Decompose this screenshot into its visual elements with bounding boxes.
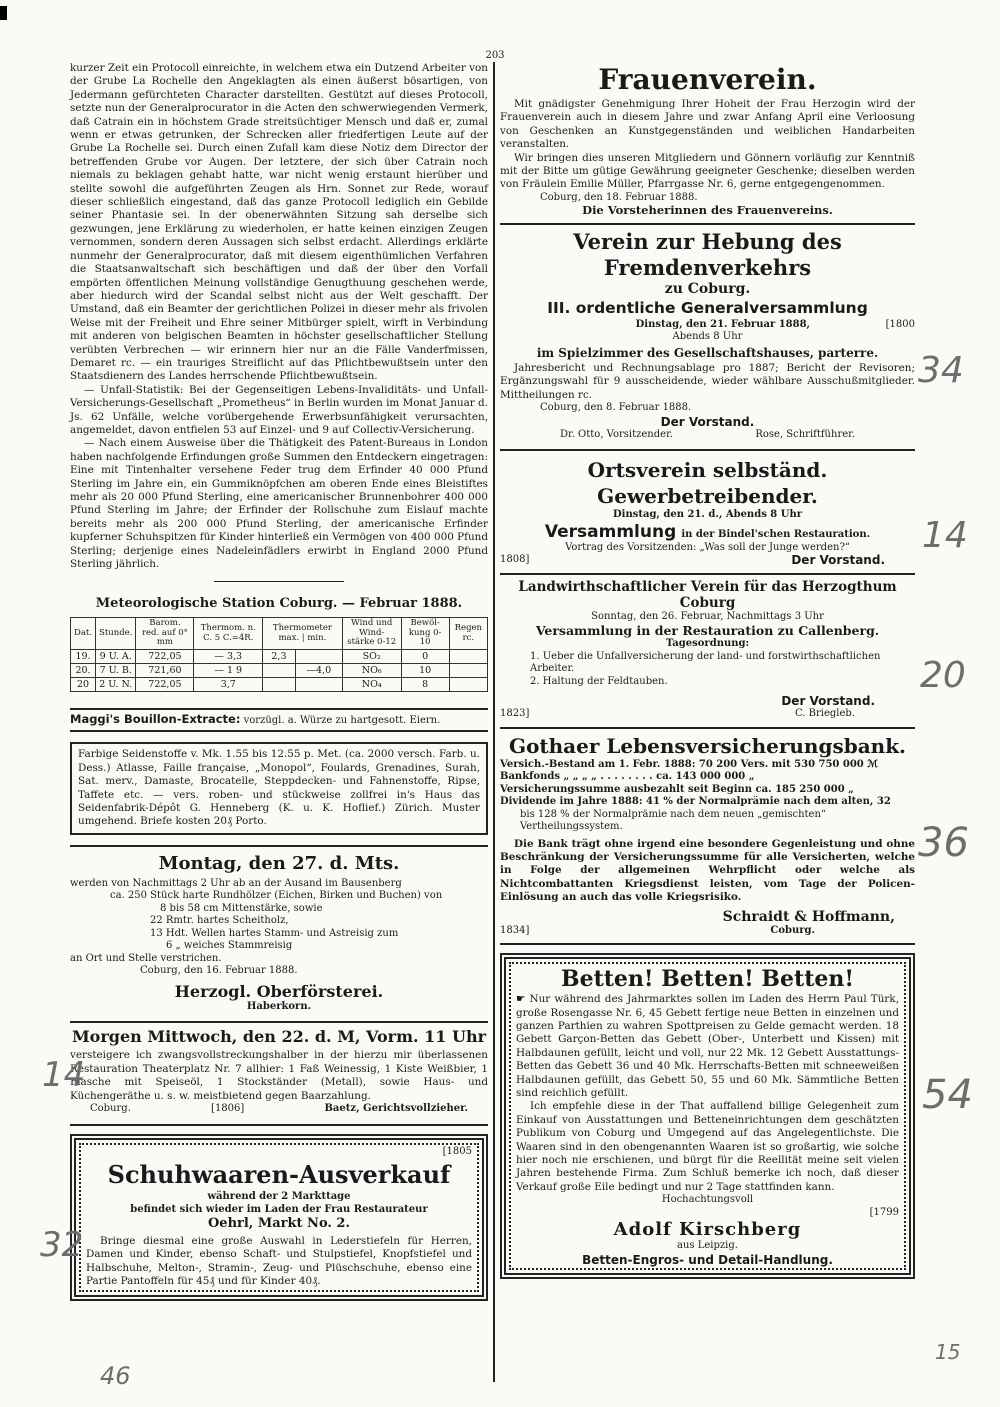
- separator: [500, 449, 915, 451]
- right-column: [500, 62, 915, 1279]
- verkehr-heading: III. ordentliche Generalversammlung: [547, 298, 868, 317]
- gewerbe-heading: Versammlung: [544, 521, 677, 542]
- holz-line: 22 Rmtr. hartes Scheitholz,: [150, 915, 289, 927]
- holz-line: 6 „ weiches Stammreisig: [166, 940, 293, 952]
- landwirt-agenda-title: Tagesordnung:: [665, 638, 750, 650]
- holz-line: an Ort und Stelle verstrichen.: [70, 952, 222, 964]
- separator: [70, 708, 488, 710]
- column-divider: [493, 62, 495, 1382]
- betten-regards: Hochachtungsvoll: [661, 1194, 754, 1206]
- gewerbe-date: Dinstag, den 21. d., Abends 8 Uhr: [612, 509, 803, 521]
- cell: 20: [71, 677, 96, 691]
- separator: [70, 730, 488, 732]
- paragraph: — Nach einem Ausweise über die Thätigkeit des Patent-Bureaus in London haben nachfolgende Erfindungen große Summen den Entdeckern eingetragen: Eine mit Tintenhalter versehene Feder trug dem Erfinder 40 000 Pfund Sterling im Jahre ein, ein Gummiknöpfchen am oberen Ende eines Bleistiftes mehr als 20 000 Pfund Sterling, eine americanischer Brunnenbohrer 400 000 Pfund Sterling im Jahre; der Erfinder der Rollschuhe zum Eislauf machte bereits mehr als 200 000 Pfund Sterling, der americanische Erfinder kupferner Schuhspitzen für Kinder hinterließ ein Vermögen von 400 000 Pfund Sterling; derjenige eines Nadeleinfädlers erwirbt in England 2000 Pfund Sterling jährlich.: [70, 437, 488, 571]
- cell: NO₆: [342, 663, 401, 677]
- cell: —4,0: [295, 663, 342, 677]
- silk-text: Farbige Seidenstoffe v. Mk. 1.55 bis 12.55 p. Met. (ca. 2000 versch. Farb. u. Dess.) Atlasse, Faille française, „Monopol“, Foulards, Grenadines, Surah, Sat. merv., Damaste, Brocatelle, Steppdecken- und Fahnenstoffe, Ripse, Taffete etc. — vers. roben- und stückweise zollfrei in's Haus das Seidenfabrik-Dépôt G. Henneberg (K. u. K. Hoflief.) Zürich. Muster umgehend. Briefe kosten 20₰ Porto.: [78, 748, 480, 828]
- gotha-line: Versicherungssumme ausbezahlt seit Beginn ca. 185 250 000 „: [500, 783, 854, 795]
- holz-place: Haberkorn.: [246, 1000, 312, 1012]
- weather-table: [70, 617, 488, 692]
- holz-line: 13 Hdt. Wellen hartes Stamm- und Astreisig zum: [150, 927, 399, 939]
- auction-city: Coburg.: [90, 1103, 131, 1114]
- landwirt-title: Landwirthschaftlicher Verein für das Herzogthum Coburg: [518, 578, 897, 611]
- auction-signature: Baetz, Gerichtsvollzieher.: [324, 1103, 468, 1114]
- betten-ad: [500, 953, 915, 1279]
- col-header: Thermometer max. | min.: [263, 618, 343, 650]
- article-text: [70, 62, 488, 571]
- cell: NO₄: [342, 677, 401, 691]
- holz-line: 8 bis 58 cm Mittenstärke, sowie: [160, 902, 323, 914]
- verkehr-date: Dinstag, den 21. Februar 1888,: [635, 318, 811, 330]
- gotha-note: Die Bank trägt ohne irgend eine besondere Gegenleistung und ohne Beschränkung der Versicherungssumme für alle Versicherten, welche in Folge der allgemeinen Wehrpflicht oder welche als Nichtcombattanten Kriegsdienst leisten, vom Tage der Policen-Einlösung an auch das volle Kriegsrisiko.: [500, 837, 915, 904]
- verkehr-signers: [500, 429, 915, 442]
- landwirt-number: 1823]: [500, 708, 530, 720]
- landwirt-ad: [500, 579, 915, 721]
- cell: 3,7: [194, 677, 263, 691]
- cell: 2,3: [263, 649, 296, 663]
- auction-number: [1806]: [211, 1103, 245, 1114]
- holz-line: ca. 250 Stück harte Rundhölzer (Eichen, Birken und Buchen) von: [110, 890, 443, 902]
- table-row: [71, 663, 488, 677]
- betten-text-body: Nur während des Jahrmarktes sollen im Laden des Herrn Paul Türk, große Rosengasse Nr. 6, 45 Gebett fertige neue Betten in einzelnen und ganzen Parthien zu wahren Spottpreisen zu Gelde gemacht werden. 18 Gebett Garçon-Betten das Gebett (Ober-, Unterbett und Kissen) mit Halbdaunen gefüllt, leicht und voll, nur 22 Mk. 12 Gebett Ausstattungs-Betten das Gebett 36 und 40 Mk. Herrschafts-Betten mit schneeweißen Halbdaunen gefüllt, das Gebett 50, 55 und 60 Mk. Sämmtliche Betten sind reichlich gefüllt.: [516, 993, 899, 1099]
- auction-title: Morgen Mittwoch, den 22. d. M, Vorm. 11 Uhr: [71, 1027, 487, 1047]
- separator: [70, 1021, 488, 1023]
- gotha-line: Versich.-Bestand am 1. Febr. 1888: 70 200 Vers. mit 530 750 000 ℳ: [500, 758, 878, 770]
- page-number: 203: [485, 50, 505, 61]
- landwirt-heading: Versammlung in der Restauration zu Callenberg.: [535, 623, 880, 639]
- verkehr-agenda: Jahresbericht und Rechnungsablage pro 1887; Bericht der Revisoren; Ergänzungswahl für 9 ausscheidende, wieder wählbare Ausschußmitglieder. Mittheilungen rc.: [500, 361, 915, 401]
- col-header: Dat.: [71, 618, 96, 650]
- gotha-line: Bankfonds „ „ „ „ . . . . . . . . ca. 143 000 000 „: [500, 771, 755, 783]
- cell: — 1 9: [194, 663, 263, 677]
- cell: 721,60: [136, 663, 194, 677]
- handwritten-number: 20: [920, 655, 966, 696]
- betten-city: aus Leipzig.: [677, 1240, 738, 1252]
- verkehr-time: Abends 8 Uhr: [672, 331, 743, 343]
- paragraph: kurzer Zeit ein Protocoll einreichte, in welchem etwa ein Dutzend Arbeiter von der Grube La Rochelle den Angeklagten als einen äußerst bösartigen, von Jedermann gefürchteten Character darstellten. Gestützt auf dieses Protocoll, setzte nun der Generalprocurator in die Acten den schwerwiegenden Vermerk, daß Catrain ein in höchstem Grade streitsüchtiger Mensch und daß er, zumal wenn er etwas getrunken, der Schrecken aller friedfertigen Leute auf der Grube La Rochelle sei. Durch einen Zufall kam diese Notiz dem Director der betreffenden Grube vor Augen. Der letztere, der sich über Catrain noch niemals zu beklagen gehabt hatte, war nicht wenig erstaunt hierüber und stellte sowohl die aufgeführten Zeugen als Hrn. Sonnet zur Rede, worauf dieser schließlich eingestand, daß das ganze Protocoll lediglich ein Gebilde seiner Phantasie sei. In der obenerwähnten Sitzung sah derselbe sich gezwungen, jene Erklärung zu wiederholen, er hatte keinen einzigen Zeugen vernommen, sondern deren Aussagen sich selbst erdacht. Allerdings erklärte nunmehr der Generalprocurator, daß mit diesem eigenthümlichen Verfahren die Staatsanwaltschaft sich beschäftigen und daß der über den Vorfall empörten öffentlichen Meinung vollständige Genugthuung geschehen werde, aber hiedurch wird der Scandal selbst nicht aus der Welt geschafft. Der Umstand, daß ein Beamter der gerichtlichen Polizei in dieser mehr als frivolen Weise mit der Freiheit und Ehre seiner Mitbürger spielt, wirft in Verbindung mit anderen von belgischen Beamten in höchster gesellschaftlicher Stellung verübten Verbrechen — wir erinnern hier nur an die Fälle Vanderfmissen, Demaret rc. — ein trauriges Streiflicht auf das Pflichtbewußtsein unter den Staatsdienern des Landes herrschende Pflichtbewußtsein.: [70, 62, 488, 383]
- separator: [500, 223, 915, 225]
- col-header: Stunde.: [96, 618, 136, 650]
- verkehr-number: [1800: [885, 318, 915, 330]
- shoes-sub: während der 2 Markttage: [207, 1191, 351, 1202]
- cell: [449, 649, 487, 663]
- auction-text: versteigere ich zwangsvollstreckungshalber in der hierzu mir überlassenen Restauration Theaterplatz Nr. 7 allhier: 1 Faß Weinessig, 1 Kiste Weißbier, 1 Flasche mit Speiseöl, 1 Stockständer (Metall), sowie Haus- und Küchengeräthe u. s. w. meistbietend gegen Baarzahlung.: [70, 1049, 488, 1102]
- betten-text: [516, 993, 899, 1100]
- betten-title: Betten! Betten! Betten!: [560, 966, 854, 993]
- gewerbe-talk: Vortrag des Vorsitzenden: „Was soll der Junge werden?“: [565, 541, 850, 553]
- cell: 20.: [71, 663, 96, 677]
- holz-line: werden von Nachmittags 2 Uhr ab an der Ausand im Bausenberg: [70, 877, 402, 889]
- table-row: [71, 649, 488, 663]
- separator: [500, 727, 915, 729]
- landwirt-board: Der Vorstand.: [781, 694, 875, 709]
- cell: SO₂: [342, 649, 401, 663]
- verkehr-ad: [500, 229, 915, 441]
- betten-name: Adolf Kirschberg: [613, 1219, 802, 1241]
- landwirt-name: C. Briegleb.: [795, 708, 855, 720]
- pointing-hand-icon: ☛: [516, 993, 530, 1006]
- landwirt-date: Sonntag, den 26. Februar, Nachmittags 3 Uhr: [591, 610, 824, 622]
- gotha-title: Gothaer Lebensversicherungsbank.: [508, 733, 907, 758]
- verkehr-title: Verein zur Hebung des Fremdenverkehrs: [573, 228, 842, 280]
- verkehr-chair: Dr. Otto, Vorsitzender.: [560, 428, 673, 440]
- handwritten-number: 15: [935, 1340, 961, 1364]
- auction-ad: [70, 1027, 488, 1115]
- cell: [295, 677, 342, 691]
- cell: [449, 663, 487, 677]
- gewerbe-number: 1808]: [500, 554, 530, 566]
- shoes-ad: [70, 1134, 488, 1301]
- handwritten-number: 46: [100, 1362, 131, 1390]
- gotha-city: Coburg.: [770, 924, 815, 936]
- cell: 0: [401, 649, 449, 663]
- handwritten-number: 36: [918, 820, 969, 866]
- frauen-text: Mit gnädigster Genehmigung Ihrer Hoheit der Frau Herzogin wird der Frauenverein auch in diesem Jahre und zwar Anfang April eine Verloosung von Geschenken an Kunstgegenständen und weiblichen Handarbeiten veranstalten.: [500, 98, 915, 151]
- verkehr-date2: Coburg, den 8. Februar 1888.: [540, 402, 692, 414]
- gotha-line: Dividende im Jahre 1888: 41 % der Normalprämie nach dem alten, 32: [500, 796, 891, 808]
- landwirt-item: 1. Ueber die Unfallversicherung der land- und forstwirthschaftlichen Arbeiter.: [530, 650, 881, 675]
- cell: [295, 649, 342, 663]
- shoes-number: [1805: [442, 1145, 472, 1157]
- holz-signature: Herzogl. Oberförsterei.: [174, 981, 384, 1001]
- handwritten-number: 34: [918, 350, 964, 391]
- col-header: Regen rc.: [449, 618, 487, 650]
- gotha-line: bis 128 % der Normalprämie nach dem neuen „gemischten“ Vertheilungssystem.: [520, 808, 827, 833]
- cell: 8: [401, 677, 449, 691]
- verkehr-board: Der Vorstand.: [660, 414, 755, 429]
- cell: 7 U. B.: [96, 663, 136, 677]
- col-header: Wind und Wind-stärke 0-12: [342, 618, 401, 650]
- shoes-line2: Oehrl, Markt No. 2.: [207, 1216, 351, 1231]
- cell: [449, 677, 487, 691]
- paragraph: — Unfall-Statistik: Bei der Gegenseitigen Lebens-Invaliditäts- und Unfall-Versicherungs-Gesellschaft „Prometheus“ in Berlin wurden im Monat Januar d. Js. 62 Unfälle, welche vorübergehende Erwerbsunfähigkeit verursachten, angemeldet, davon entfielen 53 auf Einzel- und 9 auf Collectiv-Versicherung.: [70, 383, 488, 436]
- cell: 9 U. A.: [96, 649, 136, 663]
- shoes-title: Schuhwaaren-Ausverkauf: [107, 1160, 451, 1189]
- betten-text2: Ich empfehle diese in der That auffallend billige Gelegenheit zum Einkauf von Ausstattungen und Betteneinrichtungen dem geschätzten Publikum von Coburg und Umgegend auf das Angelegentlichste. Die Waaren sind in den obengenannten Waaren ist so großartig, wie solche hier noch nie erschienen, und bürgt für die Reellität meine seit vielen Jahren bestehende Firma. Zum Schluß bemerke ich noch, daß dieser Verkauf große Eile bedingt und nur 2 Tage stattfinden kann.: [516, 1100, 899, 1193]
- landwirt-footer: [500, 708, 915, 721]
- holz-line: Coburg, den 16. Februar 1888.: [140, 965, 298, 977]
- left-column: [70, 62, 488, 1301]
- gewerbe-place: in der Bindel'schen Restauration.: [681, 528, 871, 540]
- betten-firm: Betten-Engros- und Detail-Handlung.: [582, 1252, 833, 1267]
- gewerbe-heading-row: [500, 522, 915, 542]
- corner-mark: [0, 6, 7, 20]
- gotha-footer: [500, 925, 915, 938]
- col-header: Thermom. n. C. 5 C.=4R.: [194, 618, 263, 650]
- col-header: Bewöl-kung 0-10: [401, 618, 449, 650]
- silk-ad: [70, 742, 488, 834]
- handwritten-number: 14: [42, 1055, 86, 1095]
- frauen-date: Coburg, den 18. Februar 1888.: [540, 191, 698, 203]
- shoes-text: Bringe diesmal eine große Auswahl in Lederstiefeln für Herren, Damen und Kinder, ebenso Schaft- und Stulpstiefel, Knopfstiefel und Halbschuhe, Melton-, Stramin-, Zeug- und Plüschschuhe, ebenso eine Partie Pantoffeln für 45₰ und für Kinder 40₰.: [86, 1235, 472, 1288]
- gewerbe-title: Ortsverein selbständ. Gewerbetreibender.: [587, 458, 828, 509]
- gotha-agent: Schraidt & Hoffmann,: [722, 908, 895, 925]
- gewerbe-ad: [500, 457, 915, 567]
- verkehr-date-row: [500, 319, 915, 332]
- verkehr-place: im Spielzimmer des Gesellschaftshauses, parterre.: [536, 345, 879, 360]
- cell: 722,05: [136, 649, 194, 663]
- frauen-title: Frauenverein.: [598, 63, 817, 96]
- gotha-ad: [500, 733, 915, 938]
- holz-title: Montag, den 27. d. Mts.: [158, 852, 400, 874]
- cell: [263, 677, 296, 691]
- maggi-ad: [70, 713, 488, 728]
- cell: 2 U. N.: [96, 677, 136, 691]
- frauen-text2: Wir bringen dies unseren Mitgliedern und Gönnern vorläufig zur Kenntniß mit der Bitte um gütige Gewährung geeigneter Geschenke; dieselben werden von Fräulein Emilie Müller, Pfarrgasse Nr. 6, gerne entgegengenommen.: [500, 151, 915, 191]
- shoes-line1: befindet sich wieder im Laden der Frau Restaurateur: [130, 1203, 428, 1215]
- betten-number: [1799: [869, 1206, 899, 1218]
- frauen-ad: [500, 62, 915, 217]
- gewerbe-board: Der Vorstand.: [791, 553, 885, 568]
- col-header: Barom. red. auf 0° mm: [136, 618, 194, 650]
- separator: [500, 573, 915, 575]
- separator: [214, 581, 344, 582]
- maggi-text: vorzügl. a. Würze zu hartgesott. Eiern.: [243, 714, 441, 726]
- auction-footer: [70, 1103, 488, 1116]
- verkehr-secretary: Rose, Schriftführer.: [755, 428, 855, 440]
- frauen-signature: Die Vorsteherinnen des Frauenvereins.: [582, 203, 833, 218]
- handwritten-number: 14: [922, 515, 968, 556]
- cell: [263, 663, 296, 677]
- handwritten-number: 54: [922, 1072, 973, 1118]
- cell: — 3,3: [194, 649, 263, 663]
- verkehr-sub: zu Coburg.: [664, 280, 751, 297]
- cell: 10: [401, 663, 449, 677]
- gotha-number: 1834]: [500, 924, 530, 936]
- landwirt-item: 2. Haltung der Feldtauben.: [530, 675, 668, 687]
- table-row: [71, 677, 488, 691]
- separator: [500, 943, 915, 945]
- gewerbe-footer: [500, 554, 915, 567]
- separator: [70, 845, 488, 847]
- weather-title: Meteorologische Station Coburg. — Februar 1888.: [95, 596, 463, 612]
- handwritten-number: 32: [40, 1225, 84, 1265]
- cell: 722,05: [136, 677, 194, 691]
- holz-ad: [70, 853, 488, 1014]
- separator: [70, 1124, 488, 1126]
- cell: 19.: [71, 649, 96, 663]
- maggi-brand: Maggi's Bouillon-Extracte:: [70, 712, 241, 726]
